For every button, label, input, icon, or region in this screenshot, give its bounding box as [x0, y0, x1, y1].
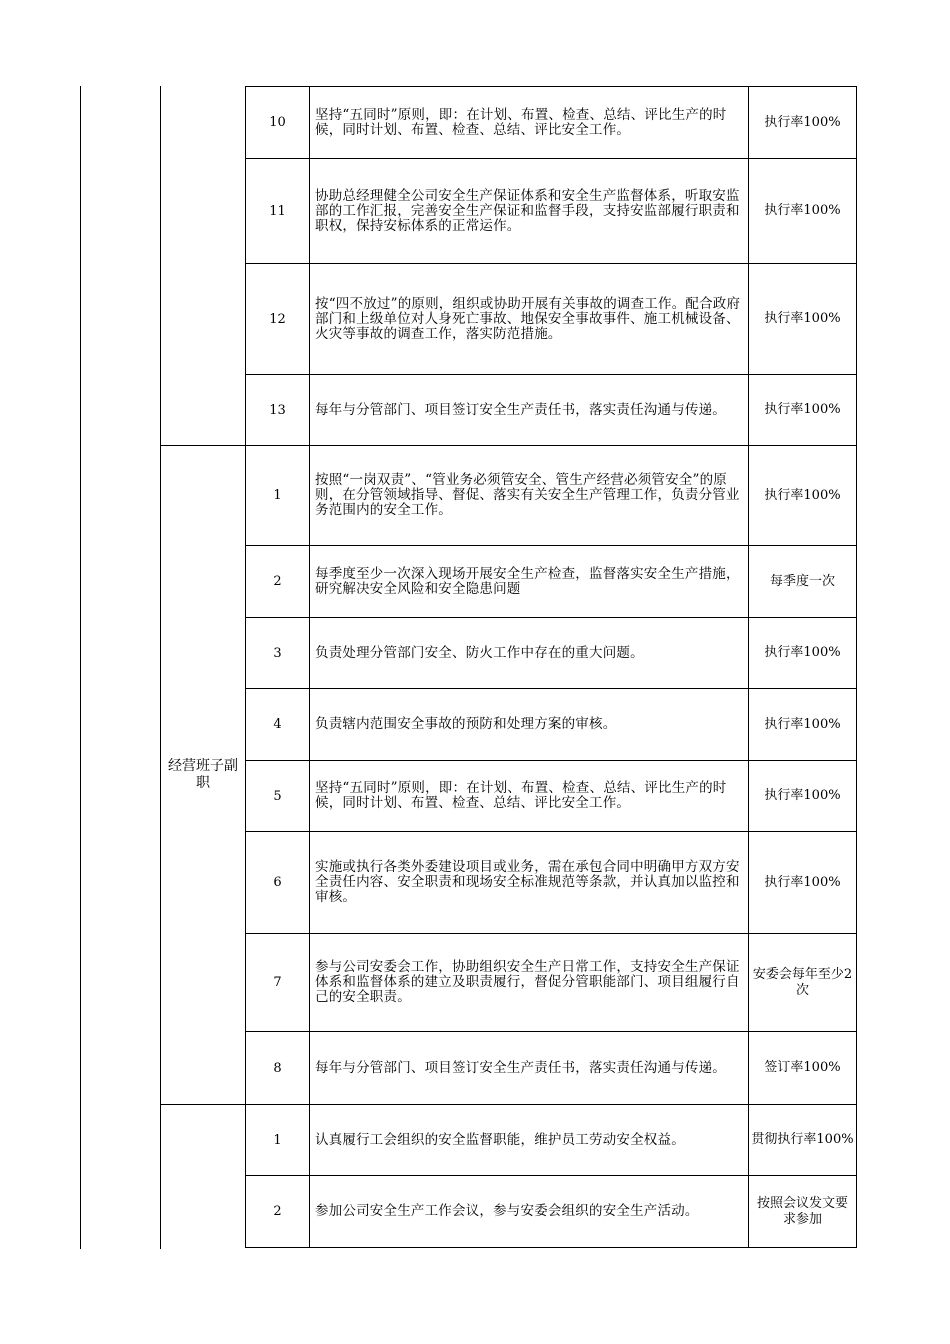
- item-number: 13: [246, 375, 310, 446]
- item-metric: 安委会每年至少2次: [749, 934, 857, 1032]
- group-separator: [160, 1104, 245, 1105]
- item-metric: 执行率100%: [749, 446, 857, 546]
- table-row: [246, 375, 857, 446]
- item-number: 1: [246, 1105, 310, 1176]
- item-number: 1: [246, 446, 310, 546]
- item-description: 负责处理分管部门安全、防火工作中存在的重大问题。: [310, 618, 749, 689]
- table-row: [246, 546, 857, 618]
- item-number: 4: [246, 689, 310, 761]
- item-description: 每季度至少一次深入现场开展安全生产检查，监督落实安全生产措施，研究解决安全风险和安全隐患问题: [310, 546, 749, 618]
- item-description: 坚持“五同时”原则，即：在计划、布置、检查、总结、评比生产的时候，同时计划、布置、检查、总结、评比安全工作。: [310, 87, 749, 159]
- item-description: 每年与分管部门、项目签订安全生产责任书，落实责任沟通与传递。: [310, 375, 749, 446]
- table-row: [246, 618, 857, 689]
- item-description: 协助总经理健全公司安全生产保证体系和安全生产监督体系，听取安监部的工作汇报，完善安全生产保证和监督手段，支持安监部履行职责和职权，保持安标体系的正常运作。: [310, 159, 749, 264]
- table-row: [246, 446, 857, 546]
- item-metric: 执行率100%: [749, 761, 857, 832]
- item-metric: 每季度一次: [749, 546, 857, 618]
- table-row: [246, 934, 857, 1032]
- item-metric: 执行率100%: [749, 689, 857, 761]
- table-row: [246, 832, 857, 934]
- item-number: 5: [246, 761, 310, 832]
- item-metric: 按照会议发文要求参加: [749, 1176, 857, 1248]
- item-description: 按“四不放过”的原则，组织或协助开展有关事故的调查工作。配合政府部门和上级单位对人身死亡事故、地保安全事故事件、施工机械设备、火灾等事故的调查工作，落实防范措施。: [310, 264, 749, 375]
- group-label-deputy: [162, 758, 244, 792]
- table-row: [246, 1032, 857, 1105]
- table-row: [246, 1176, 857, 1248]
- item-number: 3: [246, 618, 310, 689]
- item-number: 7: [246, 934, 310, 1032]
- item-metric: 执行率100%: [749, 264, 857, 375]
- table-row: [246, 761, 857, 832]
- item-metric: 执行率100%: [749, 832, 857, 934]
- item-description: 参与公司安委会工作，协助组织安全生产日常工作，支持安全生产保证体系和监督体系的建立及职责履行，督促分管职能部门、项目组履行自己的安全职责。: [310, 934, 749, 1032]
- item-description: 坚持“五同时”原则，即：在计划、布置、检查、总结、评比生产的时候，同时计划、布置、检查、总结、评比安全工作。: [310, 761, 749, 832]
- item-metric: 贯彻执行率100%: [749, 1105, 857, 1176]
- table-row: [246, 1105, 857, 1176]
- item-description: 认真履行工会组织的安全监督职能，维护员工劳动安全权益。: [310, 1105, 749, 1176]
- item-number: 8: [246, 1032, 310, 1105]
- duty-table: [245, 86, 857, 1248]
- item-metric: 执行率100%: [749, 87, 857, 159]
- group-label-text: 经营班子副职: [168, 758, 238, 791]
- item-description: 按照“一岗双责”、“管业务必须管安全、管生产经营必须管安全”的原则，在分管领域指导、督促、落实有关安全生产管理工作，负责分管业务范围内的安全工作。: [310, 446, 749, 546]
- item-number: 12: [246, 264, 310, 375]
- item-metric: 执行率100%: [749, 618, 857, 689]
- item-number: 2: [246, 1176, 310, 1248]
- table-row: [246, 159, 857, 264]
- table-row: [246, 689, 857, 761]
- item-metric: 签订率100%: [749, 1032, 857, 1105]
- item-description: 负责辖内范围安全事故的预防和处理方案的审核。: [310, 689, 749, 761]
- item-description: 实施或执行各类外委建设项目或业务，需在承包合同中明确甲方双方安全责任内容、安全职责和现场安全标准规范等条款，并认真加以监控和审核。: [310, 832, 749, 934]
- item-metric: 执行率100%: [749, 375, 857, 446]
- left-border-line: [80, 86, 81, 1249]
- item-description: 每年与分管部门、项目签订安全生产责任书，落实责任沟通与传递。: [310, 1032, 749, 1105]
- item-number: 10: [246, 87, 310, 159]
- table-row: [246, 264, 857, 375]
- table-row: [246, 87, 857, 159]
- item-number: 11: [246, 159, 310, 264]
- group-separator: [160, 445, 245, 446]
- item-metric: 执行率100%: [749, 159, 857, 264]
- item-description: 参加公司安全生产工作会议，参与安委会组织的安全生产活动。: [310, 1176, 749, 1248]
- group-column-left-line: [160, 86, 161, 1249]
- item-number: 2: [246, 546, 310, 618]
- item-number: 6: [246, 832, 310, 934]
